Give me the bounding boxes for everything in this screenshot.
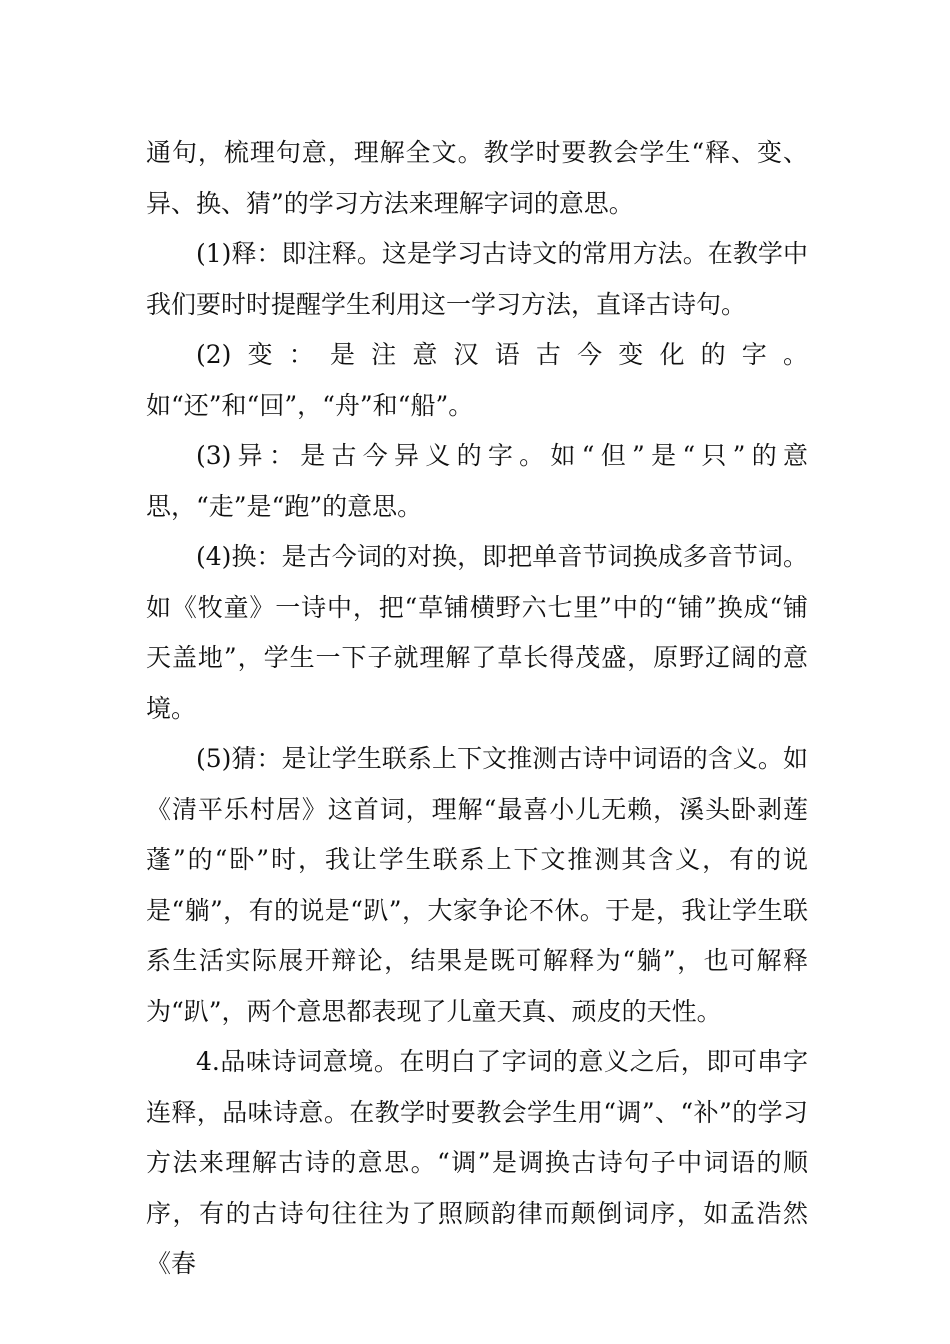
paragraph-method-guess: (5)猜：是让学生联系上下文推测古诗中词语的含义。如《清平乐村居》这首词，理解“最喜小儿无赖，溪头卧剥莲蓬”的“卧”时，我让学生联系上下文推测其含义，有的说是“躺”，有的说是“趴”，大家争论不休。于是，我让学生联系生活实际展开辩论，结果是既可解释为“躺”，也可解释为“趴”，两个意思都表现了儿童天真、顽皮的天性。: [146, 744, 808, 1026]
paragraph-method-change: (2)变：是注意汉语古今变化的字。如“还”和“回”，“舟”和“船”。: [146, 340, 808, 420]
paragraph-continuation: 通句，梳理句意，理解全文。教学时要教会学生“释、变、异、换、猜”的学习方法来理解字词的意思。: [146, 138, 808, 218]
document-body: [146, 128, 808, 1290]
paragraph-method-swap: (4)换：是古今词的对换，即把单音节词换成多音节词。如《牧童》一诗中，把“草铺横野六七里”中的“铺”换成“铺天盖地”，学生一下子就理解了草长得茂盛，原野辽阔的意境。: [146, 542, 808, 723]
paragraph-method-different: (3)异：是古今异义的字。如“但”是“只”的意思，“走”是“跑”的意思。: [146, 441, 808, 521]
paragraph-section-4: 4.品味诗词意境。在明白了字词的意义之后，即可串字连释，品味诗意。在教学时要教会学生用“调”、“补”的学习方法来理解古诗的意思。“调”是调换古诗句子中词语的顺序，有的古诗句往往为了照顾韵律而颠倒词序，如孟浩然《春: [146, 1047, 808, 1278]
paragraph-method-explain: (1)释：即注释。这是学习古诗文的常用方法。在教学中我们要时时提醒学生利用这一学习方法，直译古诗句。: [146, 239, 808, 319]
